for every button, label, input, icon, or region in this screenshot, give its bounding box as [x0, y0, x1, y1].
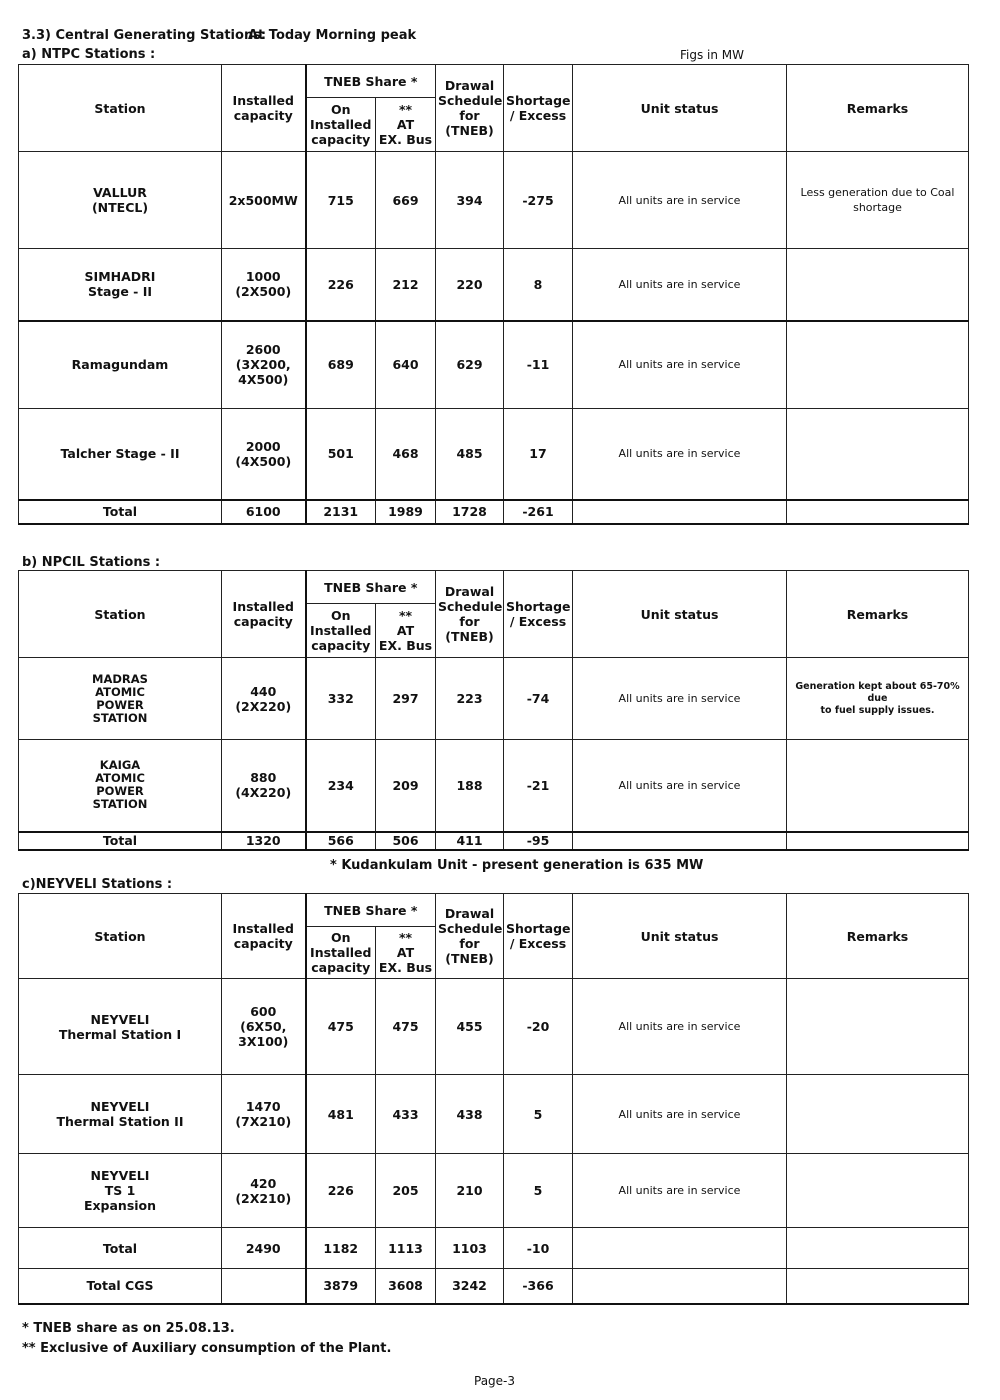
total-row — [19, 500, 969, 524]
header-at-ex-bus: ** AT EX. Bus — [376, 604, 436, 658]
on-installed-value: 475 — [306, 979, 376, 1075]
shortage-value: 5 — [504, 1075, 573, 1154]
remarks — [787, 979, 969, 1075]
unit-status: All units are in service — [573, 321, 787, 409]
table-row — [19, 658, 969, 740]
total-remarks — [787, 832, 969, 850]
drawal-value: 210 — [436, 1154, 504, 1228]
header-on-installed: On Installed capacity — [306, 604, 376, 658]
drawal-value: 223 — [436, 658, 504, 740]
page-number: Page-3 — [474, 1374, 516, 1388]
header-remarks: Remarks — [787, 65, 969, 152]
total-cgs-status — [573, 1269, 787, 1304]
on-installed-value: 226 — [306, 249, 376, 321]
shortage-value: 5 — [504, 1154, 573, 1228]
table-row — [19, 979, 969, 1075]
unit-status: All units are in service — [573, 249, 787, 321]
ex-bus-value: 669 — [376, 152, 436, 249]
remarks — [787, 740, 969, 832]
header-at-ex-bus: ** AT EX. Bus — [376, 98, 436, 152]
station-name: NEYVELI Thermal Station II — [19, 1075, 222, 1154]
header-unit-status: Unit status — [573, 571, 787, 658]
figs-note: Figs in MW — [680, 48, 745, 62]
table-row — [19, 1075, 969, 1154]
header-installed-capacity: Installed capacity — [222, 894, 306, 979]
kudankulam-note: * Kudankulam Unit - present generation is 635 MW — [330, 858, 704, 873]
neyveli-table — [18, 893, 969, 1305]
station-name: Talcher Stage - II — [19, 409, 222, 500]
npcil-title: b) NPCIL Stations : — [22, 555, 161, 570]
header-shortage-excess: Shortage / Excess — [504, 894, 573, 979]
installed-capacity: 440 (2X220) — [222, 658, 306, 740]
ex-bus-value: 433 — [376, 1075, 436, 1154]
total-label: Total — [19, 500, 222, 524]
total-cgs-label: Total CGS — [19, 1269, 222, 1304]
drawal-value: 220 — [436, 249, 504, 321]
unit-status: All units are in service — [573, 152, 787, 249]
total-capacity: 6100 — [222, 500, 306, 524]
on-installed-value: 501 — [306, 409, 376, 500]
total-cgs-on-installed: 3879 — [306, 1269, 376, 1304]
total-ex-bus: 506 — [376, 832, 436, 850]
section-title: 3.3) Central Generating Stations: — [22, 28, 267, 43]
header-remarks: Remarks — [787, 571, 969, 658]
header-remarks: Remarks — [787, 894, 969, 979]
remarks — [787, 1154, 969, 1228]
total-status — [573, 500, 787, 524]
unit-status: All units are in service — [573, 1154, 787, 1228]
station-name: Ramagundam — [19, 321, 222, 409]
installed-capacity: 2x500MW — [222, 152, 306, 249]
shortage-value: -21 — [504, 740, 573, 832]
total-remarks — [787, 1228, 969, 1269]
total-capacity: 2490 — [222, 1228, 306, 1269]
remarks — [787, 1075, 969, 1154]
neyveli-title: c)NEYVELI Stations : — [22, 877, 173, 892]
total-row — [19, 1228, 969, 1269]
header-tneb-share: TNEB Share * — [306, 65, 436, 98]
installed-capacity: 1470 (7X210) — [222, 1075, 306, 1154]
total-status — [573, 832, 787, 850]
ex-bus-value: 468 — [376, 409, 436, 500]
total-status — [573, 1228, 787, 1269]
unit-status: All units are in service — [573, 409, 787, 500]
on-installed-value: 332 — [306, 658, 376, 740]
installed-capacity: 600 (6X50, 3X100) — [222, 979, 306, 1075]
ex-bus-value: 297 — [376, 658, 436, 740]
ex-bus-value: 205 — [376, 1154, 436, 1228]
total-capacity: 1320 — [222, 832, 306, 850]
station-name: NEYVELI Thermal Station I — [19, 979, 222, 1075]
remarks — [787, 409, 969, 500]
drawal-value: 394 — [436, 152, 504, 249]
on-installed-value: 715 — [306, 152, 376, 249]
shortage-value: -74 — [504, 658, 573, 740]
total-cgs-capacity — [222, 1269, 306, 1304]
shortage-value: -11 — [504, 321, 573, 409]
installed-capacity: 2000 (4X500) — [222, 409, 306, 500]
drawal-value: 438 — [436, 1075, 504, 1154]
station-name: SIMHADRI Stage - II — [19, 249, 222, 321]
total-row — [19, 832, 969, 850]
table-row — [19, 152, 969, 249]
station-name: NEYVELI TS 1 Expansion — [19, 1154, 222, 1228]
header-shortage-excess: Shortage / Excess — [504, 65, 573, 152]
remarks: Generation kept about 65-70% due to fuel supply issues. — [787, 658, 969, 740]
header-at-ex-bus: ** AT EX. Bus — [376, 927, 436, 979]
table-row — [19, 409, 969, 500]
header-station: Station — [19, 571, 222, 658]
total-ex-bus: 1989 — [376, 500, 436, 524]
header-drawal-schedule: Drawal Schedule for (TNEB) — [436, 65, 504, 152]
section-subtitle: At Today Morning peak — [248, 28, 417, 43]
total-shortage: -261 — [504, 500, 573, 524]
total-on-installed: 2131 — [306, 500, 376, 524]
on-installed-value: 481 — [306, 1075, 376, 1154]
unit-status: All units are in service — [573, 658, 787, 740]
station-name: VALLUR (NTECL) — [19, 152, 222, 249]
total-cgs-row — [19, 1269, 969, 1304]
total-shortage: -95 — [504, 832, 573, 850]
ex-bus-value: 209 — [376, 740, 436, 832]
remarks — [787, 321, 969, 409]
installed-capacity: 420 (2X210) — [222, 1154, 306, 1228]
header-station: Station — [19, 65, 222, 152]
shortage-value: -20 — [504, 979, 573, 1075]
station-name: MADRAS ATOMIC POWER STATION — [19, 658, 222, 740]
total-shortage: -10 — [504, 1228, 573, 1269]
header-unit-status: Unit status — [573, 65, 787, 152]
table-row — [19, 249, 969, 321]
on-installed-value: 689 — [306, 321, 376, 409]
header-drawal-schedule: Drawal Schedule for (TNEB) — [436, 894, 504, 979]
drawal-value: 188 — [436, 740, 504, 832]
footnote-auxiliary: ** Exclusive of Auxiliary consumption of the Plant. — [22, 1341, 392, 1356]
table-row — [19, 1154, 969, 1228]
header-installed-capacity: Installed capacity — [222, 65, 306, 152]
remarks — [787, 249, 969, 321]
unit-status: All units are in service — [573, 979, 787, 1075]
header-tneb-share: TNEB Share * — [306, 894, 436, 927]
header-unit-status: Unit status — [573, 894, 787, 979]
unit-status: All units are in service — [573, 740, 787, 832]
total-remarks — [787, 500, 969, 524]
shortage-value: -275 — [504, 152, 573, 249]
ex-bus-value: 212 — [376, 249, 436, 321]
unit-status: All units are in service — [573, 1075, 787, 1154]
header-tneb-share: TNEB Share * — [306, 571, 436, 604]
installed-capacity: 880 (4X220) — [222, 740, 306, 832]
station-name: KAIGA ATOMIC POWER STATION — [19, 740, 222, 832]
header-station: Station — [19, 894, 222, 979]
total-cgs-drawal: 3242 — [436, 1269, 504, 1304]
header-on-installed: On Installed capacity — [306, 927, 376, 979]
total-label: Total — [19, 832, 222, 850]
total-drawal: 411 — [436, 832, 504, 850]
table-row — [19, 740, 969, 832]
total-on-installed: 566 — [306, 832, 376, 850]
total-drawal: 1728 — [436, 500, 504, 524]
remarks: Less generation due to Coal shortage — [787, 152, 969, 249]
shortage-value: 17 — [504, 409, 573, 500]
drawal-value: 485 — [436, 409, 504, 500]
ex-bus-value: 640 — [376, 321, 436, 409]
total-cgs-ex-bus: 3608 — [376, 1269, 436, 1304]
total-ex-bus: 1113 — [376, 1228, 436, 1269]
header-drawal-schedule: Drawal Schedule for (TNEB) — [436, 571, 504, 658]
header-on-installed: On Installed capacity — [306, 98, 376, 152]
on-installed-value: 226 — [306, 1154, 376, 1228]
installed-capacity: 2600 (3X200, 4X500) — [222, 321, 306, 409]
shortage-value: 8 — [504, 249, 573, 321]
header-installed-capacity: Installed capacity — [222, 571, 306, 658]
installed-capacity: 1000 (2X500) — [222, 249, 306, 321]
ntpc-table — [18, 64, 969, 525]
drawal-value: 455 — [436, 979, 504, 1075]
total-on-installed: 1182 — [306, 1228, 376, 1269]
npcil-table — [18, 570, 969, 851]
on-installed-value: 234 — [306, 740, 376, 832]
total-cgs-shortage: -366 — [504, 1269, 573, 1304]
total-cgs-remarks — [787, 1269, 969, 1304]
total-drawal: 1103 — [436, 1228, 504, 1269]
ex-bus-value: 475 — [376, 979, 436, 1075]
ntpc-title: a) NTPC Stations : — [22, 47, 156, 62]
total-label: Total — [19, 1228, 222, 1269]
drawal-value: 629 — [436, 321, 504, 409]
footnote-tneb-share: * TNEB share as on 25.08.13. — [22, 1321, 235, 1336]
table-row — [19, 321, 969, 409]
header-shortage-excess: Shortage / Excess — [504, 571, 573, 658]
